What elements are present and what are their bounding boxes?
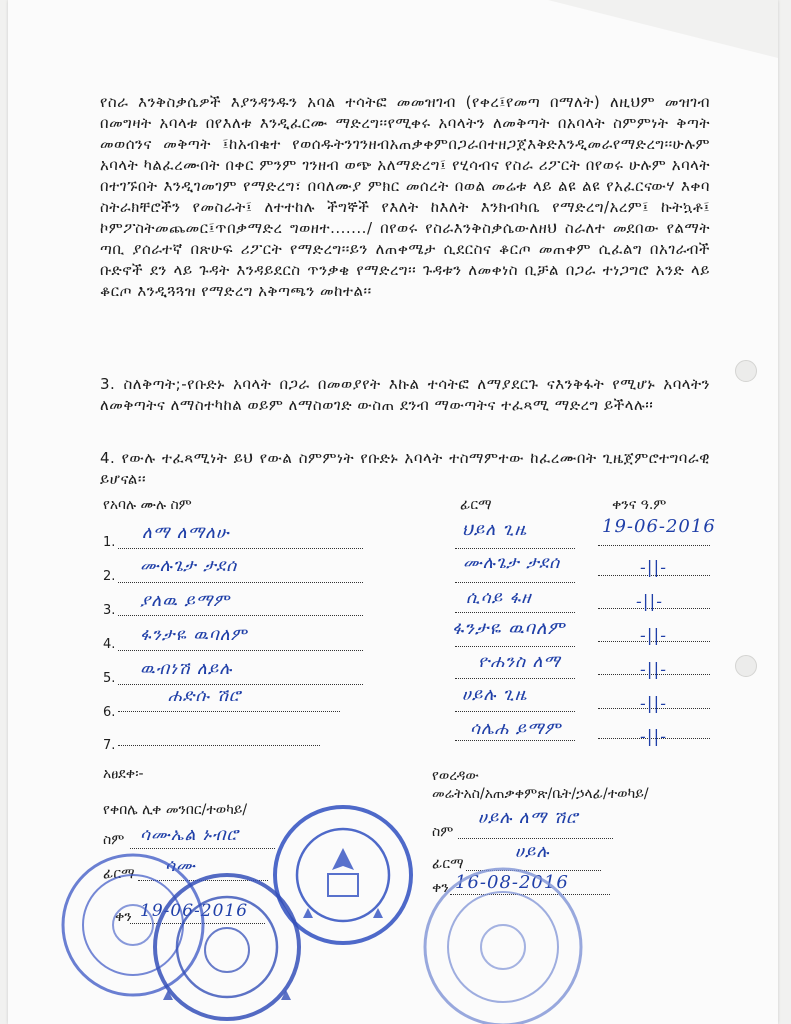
dotted-line: [455, 646, 575, 647]
row-number: 6.: [103, 705, 116, 720]
member-signature-handwritten: ሳሌሐ ይማም: [470, 719, 562, 739]
member-name-handwritten: ለማ ለማለሁ: [142, 523, 230, 543]
dotted-line: [458, 838, 613, 839]
woreda-signature-label: ፊርማ: [432, 856, 464, 872]
member-signature-handwritten: ሲሳይ ፋዘ: [466, 588, 532, 608]
kebele-date-label: ቀን: [115, 909, 132, 925]
member-date-handwritten: -||-: [640, 694, 667, 714]
dotted-line: [455, 711, 575, 712]
member-signature-handwritten: ሙሉጌታ ታደሰ: [463, 553, 561, 573]
column-header-date: ቀንና ዓ.ም: [612, 497, 667, 513]
dotted-line: [455, 582, 575, 583]
member-signature-handwritten: ሀይሉ ጊዜ: [462, 685, 528, 705]
member-name-handwritten: ያለዉ ይማም: [140, 591, 231, 611]
punch-hole: [735, 360, 757, 382]
member-signature-handwritten: ፋንታዬ ዉባለም: [452, 618, 566, 639]
kebele-name-handwritten: ሳሙኤል ኑብሮ: [140, 825, 239, 845]
dotted-line: [455, 548, 575, 549]
row-number: 1.: [103, 535, 116, 550]
dotted-line: [118, 711, 340, 712]
official-seal-stamp: [418, 862, 588, 1024]
page-corner-fold: [548, 0, 778, 58]
woreda-name-label: ስም: [432, 824, 454, 840]
woreda-signature-handwritten: ሀይሉ: [515, 842, 550, 862]
member-name-handwritten: ሐድሱ ሽሮ: [168, 686, 242, 706]
dotted-line: [118, 582, 363, 583]
paragraph-penalties: 3. ስለቅጣት;-የቡድኑ አባላት በጋራ በመወያየት እኩል ተሳትፎ ለማያደርጉ ናእንቅፋት የሚሆኑ አባላትን ለመቅጣትና ለማስተካከል ወይም ለማስወገድ ውስጠ ደንብ ማውጣትና ተፈጻሚ ማድረግ ይችላሉ፡፡: [100, 375, 710, 414]
dotted-line: [598, 545, 710, 546]
dotted-line: [118, 615, 363, 616]
woreda-date-label: ቀን: [432, 880, 449, 896]
kebele-signature-handwritten: ሳሙ: [165, 856, 196, 876]
paragraph-activities: የስራ እንቅስቃሴዎች እያንዳንዱን አባል ተሳትፎ መመዝገብ (የቀረ፤የመጣ በማለት) ለዚህም መዝገብ በመግዛት አባላቱ በየእለቱ እንዲፈርሙ ማድረግ፡፡የሚቀሩ አባላትን ለመቅጣት በአባላት ስምምነት ቅጣት መወሰንና መቅጣት ፤ከአብቁተ የወሰዱትንገንዘብአጠቃቀምበጋራበተዘጋጀእቅድእንዲመራየማድረግ፡፡ሁሉም አባላት ካልፈረሙበት በቀር ምንም ገንዘብ ወጭ አለማድረግ፤ የሂሳብና የስራ ሪፖርት በየወሩ ሁሉም አባላት በተገኙበት እንዲገመገም የማድረግ፣ በባለሙያ ምክር መሰረት በወል መሬቱ ላይ ልዩ ልዩ የአፈርናውሃ እቀባ ስትራክቸሮችን የመስራት፤ ለተተከሉ ችግኞች የእለት ከእለት እንክብካቤ የማድረግ/አረም፤ ኩትኳቶ፤ ኮምፖስትመጨመር፤ጥበቃማድረ ግወዘተ......./ በየወሩ የስራእንቅስቃሴውለዘህ ስራለተ መደበው የልማት ጣቢ ያሰራተኛ በጽሁፍ ሪፖርት የማድረግ፡፡ይን ለጠቀሜታ ሲደርስና ቆርጦ መጠቀም ሲፈልግ በአገራብች ቡድኖች ደን ላይ ጉዳት እንዳይደርስ ጥንቃቄ የማድረግ፡፡ ጉዳቱን ለመቀነስ ቢቻል በጋራ ተነጋግሮ አንድ ላይ ቆርጦ እንዲጓጓዝ የማድረግ አቅጣጫን መከተል፡፡: [100, 93, 710, 300]
row-number: 2.: [103, 569, 116, 584]
member-name-handwritten: ሙሉጌታ ታደሰ: [140, 556, 238, 576]
member-signature-handwritten: ዮሐንስ ለማ: [478, 652, 561, 672]
row-number: 4.: [103, 637, 116, 652]
member-date-handwritten: -||-: [640, 626, 667, 646]
dotted-line: [455, 740, 575, 741]
member-name-handwritten: ዉብነሽ ለይሉ: [140, 659, 233, 679]
member-date-handwritten: 19-06-2016: [602, 516, 716, 537]
dotted-line: [455, 678, 575, 679]
member-date-handwritten: -||-: [640, 558, 667, 578]
kebele-chair-role: የቀበሌ ሊቀ መንበር/ተወካይ/: [103, 802, 248, 818]
official-seal-stamp: [150, 870, 304, 1024]
dotted-line: [118, 745, 320, 746]
kebele-signature-label: ፊርማ: [103, 866, 135, 882]
paragraph-effectiveness: 4. የውሉ ተፈጻሚነት ይህ የውል ስምምነት የቡድኑ አባላት ተስማምተው ከፈረሙበት ጊዜጀምሮተግባራዊ ይሆናል፡፡: [100, 449, 710, 488]
dotted-line: [130, 848, 275, 849]
punch-hole: [735, 655, 757, 677]
member-signature-handwritten: ህይለ ጊዜ: [462, 520, 528, 540]
row-number: 5.: [103, 671, 116, 686]
dotted-line: [118, 684, 363, 685]
member-date-handwritten: -||-: [636, 592, 663, 612]
woreda-heading: የወረዳው: [432, 768, 479, 784]
dotted-line: [118, 548, 363, 549]
member-date-handwritten: -||-: [640, 660, 667, 680]
dotted-line: [455, 612, 575, 613]
woreda-name-handwritten: ሀይሉ ለማ ሽሮ: [478, 808, 579, 828]
member-name-handwritten: ፋንታዬ ዉባለም: [140, 625, 248, 645]
woreda-date-handwritten: 16-08-2016: [455, 872, 569, 893]
member-date-handwritten: -||-: [640, 727, 667, 747]
kebele-name-label: ስም: [103, 832, 125, 848]
dotted-line: [118, 650, 363, 651]
kebele-date-handwritten: 19-06-2016: [140, 901, 249, 921]
approved-by-heading: አፀደቀ፡-: [103, 766, 144, 782]
column-header-name: የአባሉ ሙሉ ስም: [103, 497, 192, 513]
woreda-office-role: መሬትአስ/አጠቃቀምጽ/ቤት/ኃላፊ/ተወካይ/: [432, 786, 649, 802]
row-number: 3.: [103, 603, 116, 618]
column-header-signature: ፊርማ: [460, 497, 492, 513]
row-number: 7.: [103, 738, 116, 753]
